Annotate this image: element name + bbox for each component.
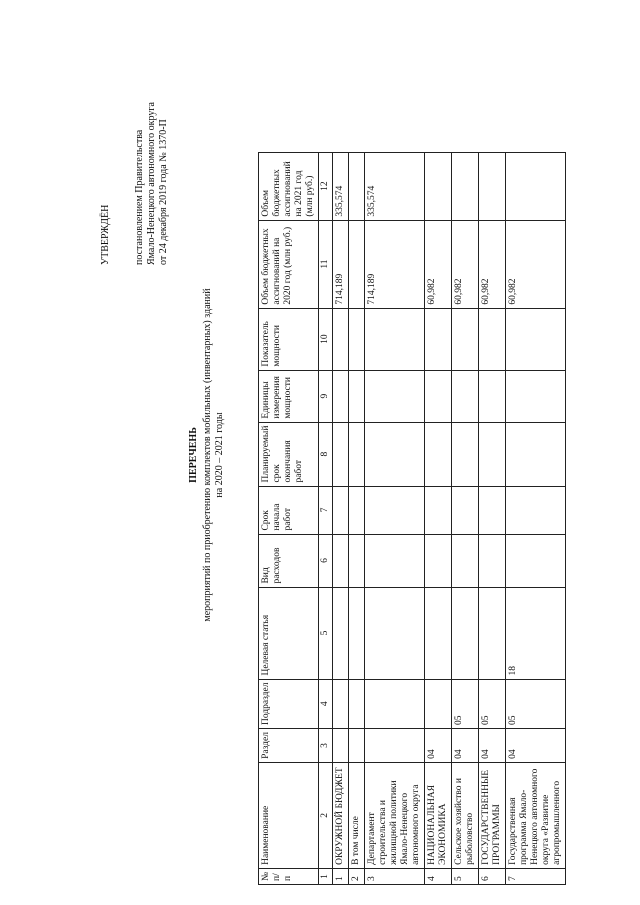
cell-capacity <box>506 308 566 370</box>
cell-expense-type <box>365 534 425 587</box>
cell-name: НАЦИОНАЛЬНАЯ ЭКОНОМИКА <box>425 762 452 868</box>
cell-section: 04 <box>506 729 566 763</box>
cell-section: 04 <box>452 729 479 763</box>
cell-number: 1 <box>333 868 349 884</box>
cell-number: 4 <box>425 868 452 884</box>
header-cell: Целевая статья <box>259 587 319 679</box>
cell-start <box>365 486 425 534</box>
column-number-cell: 12 <box>319 152 333 220</box>
cell-budget-2020: 714,189 <box>333 220 349 308</box>
cell-end <box>506 422 566 486</box>
cell-start <box>349 486 365 534</box>
measures-table <box>258 152 566 885</box>
cell-budget-2020: 60,982 <box>479 220 506 308</box>
table-row <box>479 152 506 884</box>
cell-start <box>425 486 452 534</box>
cell-subsection <box>349 679 365 729</box>
cell-name: ГОСУДАРСТВЕННЫЕ ПРОГРАММЫ <box>479 762 506 868</box>
column-number-cell: 3 <box>319 729 333 763</box>
header-cell: Единицы измерения мощности <box>259 370 319 422</box>
header-cell: Подраздел <box>259 679 319 729</box>
cell-number: 3 <box>365 868 425 884</box>
cell-section: 04 <box>479 729 506 763</box>
cell-unit <box>506 370 566 422</box>
cell-budget-2021 <box>425 152 452 220</box>
cell-number: 2 <box>349 868 365 884</box>
cell-capacity <box>349 308 365 370</box>
cell-capacity <box>425 308 452 370</box>
cell-number: 5 <box>452 868 479 884</box>
cell-expense-type <box>506 534 566 587</box>
header-cell: Наименование <box>259 762 319 868</box>
cell-budget-2020: 60,982 <box>452 220 479 308</box>
cell-subsection: 05 <box>479 679 506 729</box>
cell-target-article <box>425 587 452 679</box>
cell-start <box>479 486 506 534</box>
cell-section: 04 <box>425 729 452 763</box>
cell-subsection <box>365 679 425 729</box>
cell-end <box>333 422 349 486</box>
column-number-cell: 8 <box>319 422 333 486</box>
header-cell: Срок начала работ <box>259 486 319 534</box>
table-row <box>365 152 425 884</box>
column-number-cell: 5 <box>319 587 333 679</box>
cell-name: В том числе <box>349 762 365 868</box>
cell-unit <box>479 370 506 422</box>
cell-unit <box>333 370 349 422</box>
cell-subsection: 05 <box>506 679 566 729</box>
header-cell: Раздел <box>259 729 319 763</box>
cell-subsection: 05 <box>452 679 479 729</box>
cell-target-article <box>333 587 349 679</box>
table-row <box>452 152 479 884</box>
approval-line: от 24 декабря 2019 года № 1370-П <box>158 119 169 265</box>
column-number-cell: 4 <box>319 679 333 729</box>
cell-end <box>349 422 365 486</box>
header-cell: Планируемый срок окончания работ <box>259 422 319 486</box>
column-number-cell: 11 <box>319 220 333 308</box>
cell-subsection <box>333 679 349 729</box>
column-number-cell: 2 <box>319 762 333 868</box>
cell-unit <box>452 370 479 422</box>
cell-target-article <box>479 587 506 679</box>
document-subtitle: мероприятий по приобретению комплектов мобильных (инвентарных) зданий <box>202 288 213 622</box>
cell-section <box>349 729 365 763</box>
table-row <box>349 152 365 884</box>
cell-expense-type <box>349 534 365 587</box>
header-cell: Объем бюджетных ассигнований на 2021 год (млн руб.) <box>259 152 319 220</box>
cell-unit <box>349 370 365 422</box>
cell-target-article <box>452 587 479 679</box>
cell-budget-2020: 714,189 <box>365 220 425 308</box>
cell-unit <box>365 370 425 422</box>
cell-start <box>333 486 349 534</box>
cell-number: 6 <box>479 868 506 884</box>
cell-number: 7 <box>506 868 566 884</box>
cell-expense-type <box>333 534 349 587</box>
cell-budget-2021: 335,574 <box>333 152 349 220</box>
cell-target-article <box>365 587 425 679</box>
cell-capacity <box>365 308 425 370</box>
cell-name: Департамент строительства и жилищной политики Ямало-Ненецкого автономного округа <box>365 762 425 868</box>
cell-capacity <box>479 308 506 370</box>
header-cell: № п/п <box>259 868 319 884</box>
approval-stamp: УТВЕРЖДЁН <box>100 204 111 265</box>
cell-budget-2021: 335,574 <box>365 152 425 220</box>
column-number-cell: 1 <box>319 868 333 884</box>
cell-name: Сельское хозяйство и рыболовство <box>452 762 479 868</box>
table-header-row <box>259 152 319 884</box>
cell-end <box>479 422 506 486</box>
approval-line: постановлением Правительства <box>134 129 145 265</box>
document-title-block <box>188 145 226 765</box>
cell-target-article <box>349 587 365 679</box>
cell-budget-2020: 60,982 <box>506 220 566 308</box>
cell-budget-2020 <box>349 220 365 308</box>
approval-line: Ямало-Ненецкого автономного округа <box>146 102 157 265</box>
table-row <box>425 152 452 884</box>
cell-start <box>452 486 479 534</box>
document-title: ПЕРЕЧЕНЬ <box>188 427 199 483</box>
table-row <box>333 152 349 884</box>
column-number-cell: 6 <box>319 534 333 587</box>
cell-budget-2020: 60,982 <box>425 220 452 308</box>
approval-block <box>100 25 170 265</box>
cell-capacity <box>333 308 349 370</box>
cell-capacity <box>452 308 479 370</box>
cell-unit <box>425 370 452 422</box>
cell-start <box>506 486 566 534</box>
cell-expense-type <box>452 534 479 587</box>
column-number-cell: 10 <box>319 308 333 370</box>
cell-end <box>425 422 452 486</box>
column-number-row <box>319 152 333 884</box>
document-period: на 2020 – 2021 годы <box>214 412 225 498</box>
cell-section <box>333 729 349 763</box>
header-cell: Объем бюджетных ассигнований на 2020 год (млн руб.) <box>259 220 319 308</box>
cell-expense-type <box>479 534 506 587</box>
cell-expense-type <box>425 534 452 587</box>
cell-name: Государственная программа Ямало-Ненецкого автономного округа «Развитие агропромышленного <box>506 762 566 868</box>
header-cell: Показатель мощности <box>259 308 319 370</box>
cell-section <box>365 729 425 763</box>
cell-target-article: 18 <box>506 587 566 679</box>
column-number-cell: 7 <box>319 486 333 534</box>
header-cell: Вид расходов <box>259 534 319 587</box>
cell-name: ОКРУЖНОЙ БЮДЖЕТ <box>333 762 349 868</box>
table-row <box>506 152 566 884</box>
cell-budget-2021 <box>506 152 566 220</box>
cell-end <box>452 422 479 486</box>
cell-budget-2021 <box>479 152 506 220</box>
cell-budget-2021 <box>349 152 365 220</box>
cell-end <box>365 422 425 486</box>
column-number-cell: 9 <box>319 370 333 422</box>
cell-subsection <box>425 679 452 729</box>
cell-budget-2021 <box>452 152 479 220</box>
